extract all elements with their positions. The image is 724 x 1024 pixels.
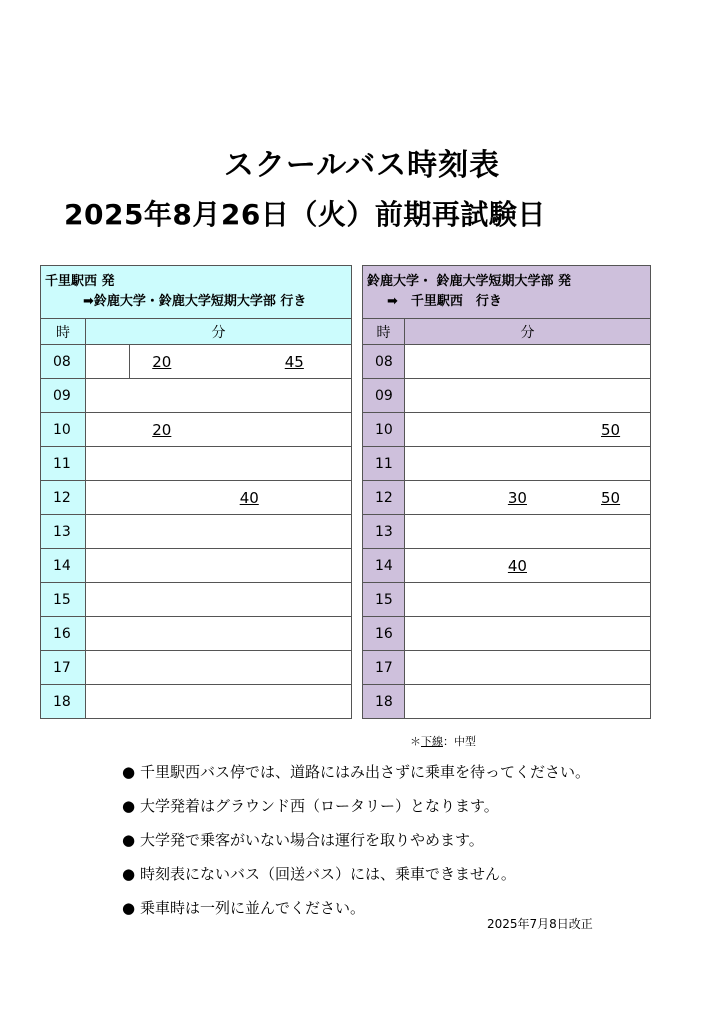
timetable-row bbox=[41, 617, 352, 651]
hour-cell: 16 bbox=[363, 617, 405, 651]
bullet-icon: ● bbox=[122, 797, 136, 815]
minutes-cell bbox=[405, 617, 651, 651]
note-text: 大学発着はグラウンド西（ロータリー）となります。 bbox=[140, 797, 499, 815]
minutes-cell bbox=[86, 685, 352, 719]
departure-minute: 50 bbox=[601, 421, 621, 439]
note-item bbox=[122, 861, 590, 895]
timetable-row bbox=[363, 583, 651, 617]
departure-minute: 20 bbox=[152, 353, 172, 371]
bullet-icon: ● bbox=[122, 831, 136, 849]
minutes-cell bbox=[86, 481, 352, 515]
notes-list bbox=[122, 759, 590, 929]
right-destination: ➡ 千里駅西 行き bbox=[387, 294, 502, 309]
size-legend bbox=[410, 733, 476, 749]
departure-minute: 45 bbox=[284, 353, 304, 371]
departure-minute: 30 bbox=[507, 489, 527, 507]
right-minute-header: 分 bbox=[405, 319, 651, 345]
hour-cell: 14 bbox=[41, 549, 86, 583]
hour-cell: 10 bbox=[363, 413, 405, 447]
left-destination: ➡鈴鹿大学・鈴鹿大学短期大学部 行き bbox=[83, 294, 307, 309]
timetable-row bbox=[363, 481, 651, 515]
hour-cell: 13 bbox=[41, 515, 86, 549]
timetable-row bbox=[363, 379, 651, 413]
bullet-icon: ● bbox=[122, 865, 136, 883]
legend-suffix: ：中型 bbox=[443, 735, 476, 748]
minutes-cell bbox=[86, 447, 352, 481]
minutes-cell bbox=[86, 379, 352, 413]
legend-prefix: ＊ bbox=[410, 735, 421, 748]
hour-cell: 13 bbox=[363, 515, 405, 549]
timetable-row bbox=[41, 583, 352, 617]
timetable-row bbox=[363, 617, 651, 651]
hour-cell: 15 bbox=[363, 583, 405, 617]
hour-cell: 12 bbox=[363, 481, 405, 515]
left-timetable bbox=[40, 265, 352, 719]
divider bbox=[129, 345, 130, 378]
hour-cell: 11 bbox=[363, 447, 405, 481]
minutes-cell bbox=[405, 413, 651, 447]
timetable-row bbox=[363, 515, 651, 549]
note-item bbox=[122, 793, 590, 827]
minutes-cell bbox=[86, 345, 352, 379]
timetable-row bbox=[41, 515, 352, 549]
hour-cell: 14 bbox=[363, 549, 405, 583]
hour-cell: 18 bbox=[41, 685, 86, 719]
minutes-cell bbox=[405, 549, 651, 583]
minutes-cell bbox=[405, 685, 651, 719]
timetable-row bbox=[41, 481, 352, 515]
left-origin: 千里駅西 発 bbox=[45, 274, 115, 289]
hour-cell: 16 bbox=[41, 617, 86, 651]
right-timetable bbox=[362, 265, 651, 719]
minutes-cell bbox=[86, 617, 352, 651]
left-timetable-header bbox=[41, 266, 352, 319]
minutes-cell bbox=[405, 447, 651, 481]
minutes-cell bbox=[405, 651, 651, 685]
hour-cell: 18 bbox=[363, 685, 405, 719]
bullet-icon: ● bbox=[122, 899, 136, 917]
timetable-row bbox=[41, 413, 352, 447]
timetable-row bbox=[41, 379, 352, 413]
timetable-row bbox=[363, 447, 651, 481]
hour-cell: 11 bbox=[41, 447, 86, 481]
hour-cell: 17 bbox=[363, 651, 405, 685]
note-item bbox=[122, 759, 590, 793]
hour-cell: 08 bbox=[363, 345, 405, 379]
timetable-row bbox=[363, 413, 651, 447]
left-hour-header: 時 bbox=[41, 319, 86, 345]
note-item bbox=[122, 827, 590, 861]
hour-cell: 12 bbox=[41, 481, 86, 515]
timetable-row bbox=[41, 651, 352, 685]
hour-cell: 17 bbox=[41, 651, 86, 685]
left-minute-header: 分 bbox=[86, 319, 352, 345]
minutes-cell bbox=[405, 379, 651, 413]
minutes-cell bbox=[86, 515, 352, 549]
right-hour-header: 時 bbox=[363, 319, 405, 345]
page-title: スクールバス時刻表 bbox=[223, 148, 501, 183]
revision-date: 2025年7月8日改正 bbox=[487, 917, 593, 931]
minutes-cell bbox=[405, 481, 651, 515]
minutes-cell bbox=[86, 549, 352, 583]
timetable-row bbox=[41, 345, 352, 379]
timetable-row bbox=[363, 651, 651, 685]
minutes-cell bbox=[86, 583, 352, 617]
minutes-cell bbox=[86, 413, 352, 447]
note-text: 大学発で乗客がいない場合は運行を取りやめます。 bbox=[140, 831, 484, 849]
right-timetable-header bbox=[363, 266, 651, 319]
hour-cell: 10 bbox=[41, 413, 86, 447]
departure-minute: 50 bbox=[601, 489, 621, 507]
note-text: 時刻表にないバス（回送バス）には、乗車できません。 bbox=[140, 865, 516, 883]
bullet-icon: ● bbox=[122, 763, 136, 781]
timetable-row bbox=[363, 345, 651, 379]
timetable-row bbox=[41, 447, 352, 481]
timetable-row bbox=[41, 685, 352, 719]
hour-cell: 15 bbox=[41, 583, 86, 617]
departure-minute: 40 bbox=[507, 557, 527, 575]
timetable-row bbox=[363, 685, 651, 719]
hour-cell: 09 bbox=[363, 379, 405, 413]
note-text: 千里駅西バス停では、道路にはみ出さずに乗車を待ってください。 bbox=[140, 763, 591, 781]
departure-minute: 40 bbox=[239, 489, 259, 507]
departure-minute: 20 bbox=[152, 421, 172, 439]
timetable-row bbox=[41, 549, 352, 583]
minutes-cell bbox=[405, 583, 651, 617]
legend-underline-label: 下線 bbox=[421, 735, 443, 748]
timetable-row bbox=[363, 549, 651, 583]
note-text: 乗車時は一列に並んでください。 bbox=[140, 899, 366, 917]
hour-cell: 09 bbox=[41, 379, 86, 413]
right-origin: 鈴鹿大学・ 鈴鹿大学短期大学部 発 bbox=[367, 274, 572, 289]
hour-cell: 08 bbox=[41, 345, 86, 379]
minutes-cell bbox=[405, 345, 651, 379]
page-subtitle: 2025年8月26日（火）前期再試験日 bbox=[64, 198, 546, 231]
minutes-cell bbox=[86, 651, 352, 685]
minutes-cell bbox=[405, 515, 651, 549]
